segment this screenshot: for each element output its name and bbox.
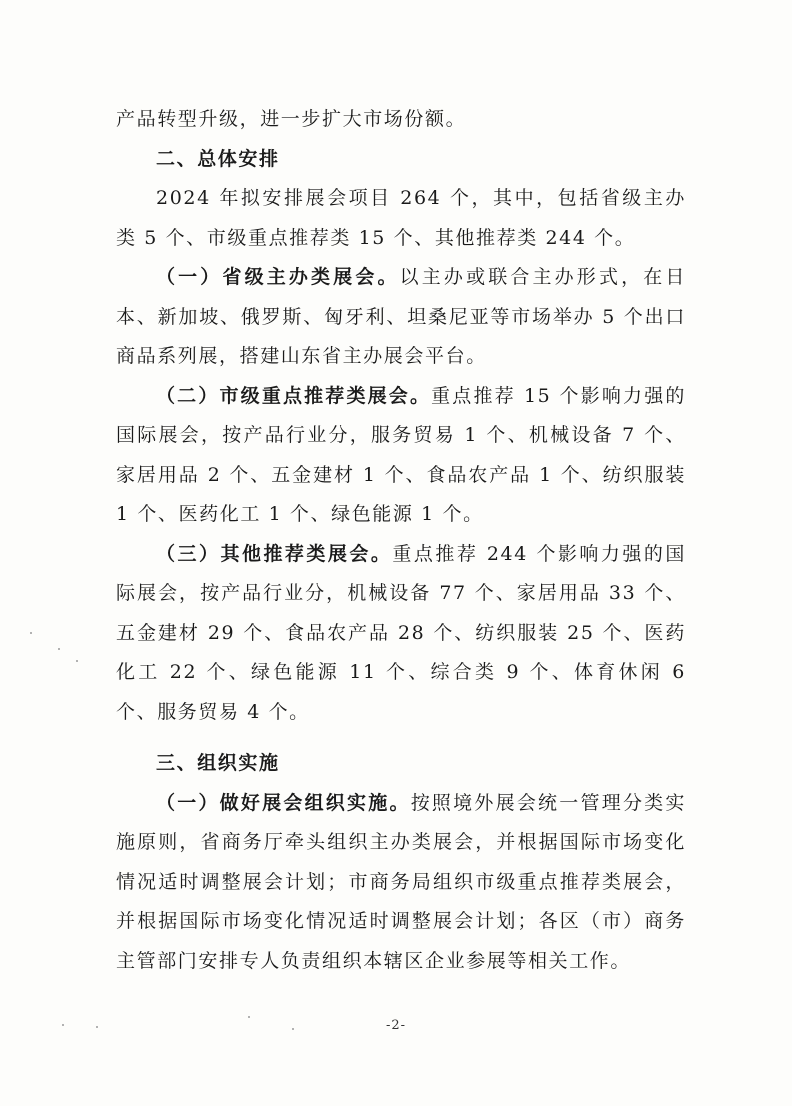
section-heading-overall-arrangement: 二、总体安排 <box>156 147 280 170</box>
document-body <box>116 100 686 981</box>
item-body: 重点推荐 244 个影响力强的国际展会，按产品行业分，机械设备 77 个、家居用品 33 个、五金建材 29 个、食品农产品 28 个、纺织服装 25 个、医药化工 22 个、绿色能源 11 个、综合类 9 个、体育休闲 6 个、服务贸易 4 个。 <box>116 542 686 723</box>
page-number: -2- <box>385 1018 407 1033</box>
item-other-exhibitions <box>116 535 686 733</box>
scan-speck <box>30 632 32 634</box>
item-lead: （一）省级主办类展会。 <box>156 266 400 288</box>
item-lead: （三）其他推荐类展会。 <box>156 542 393 565</box>
scan-speck <box>96 1026 98 1028</box>
item-organize-exhibitions <box>116 784 686 982</box>
item-body: 重点推荐 15 个影响力强的国际展会，按产品行业分，服务贸易 1 个、机械设备 7 个、家居用品 2 个、五金建材 1 个、食品农产品 1 个、纺织服装 1 个、医药化工 1 个、绿色能源 1 个。 <box>116 384 686 525</box>
item-lead: （二）市级重点推荐类展会。 <box>156 384 432 407</box>
item-body: 以主办或联合主办形式，在日本、新加坡、俄罗斯、匈牙利、坦桑尼亚等市场举办 5 个出口商品系列展，搭建山东省主办展会平台。 <box>116 266 686 367</box>
overall-arrangement-intro: 2024 年拟安排展会项目 264 个，其中，包括省级主办类 5 个、市级重点推荐类 15 个、其他推荐类 244 个。 <box>116 187 686 249</box>
scan-speck <box>76 660 78 662</box>
scan-speck <box>292 1028 294 1030</box>
scan-speck <box>62 1024 64 1026</box>
section-heading-organization: 三、组织实施 <box>156 752 280 774</box>
item-lead: （一）做好展会组织实施。 <box>156 791 411 814</box>
item-provincial-exhibitions <box>116 258 686 377</box>
continuation-paragraph: 产品转型升级，进一步扩大市场份额。 <box>116 108 467 130</box>
item-municipal-exhibitions <box>116 377 686 535</box>
scan-speck <box>58 648 60 650</box>
item-body: 按照境外展会统一管理分类实施原则，省商务厅牵头组织主办类展会，并根据国际市场变化情况适时调整展会计划；市商务局组织市级重点推荐类展会，并根据国际市场变化情况适时调整展会计划；各区（市）商务主管部门安排专人负责组织本辖区企业参展等相关工作。 <box>116 791 686 972</box>
scan-speck <box>248 1016 250 1018</box>
